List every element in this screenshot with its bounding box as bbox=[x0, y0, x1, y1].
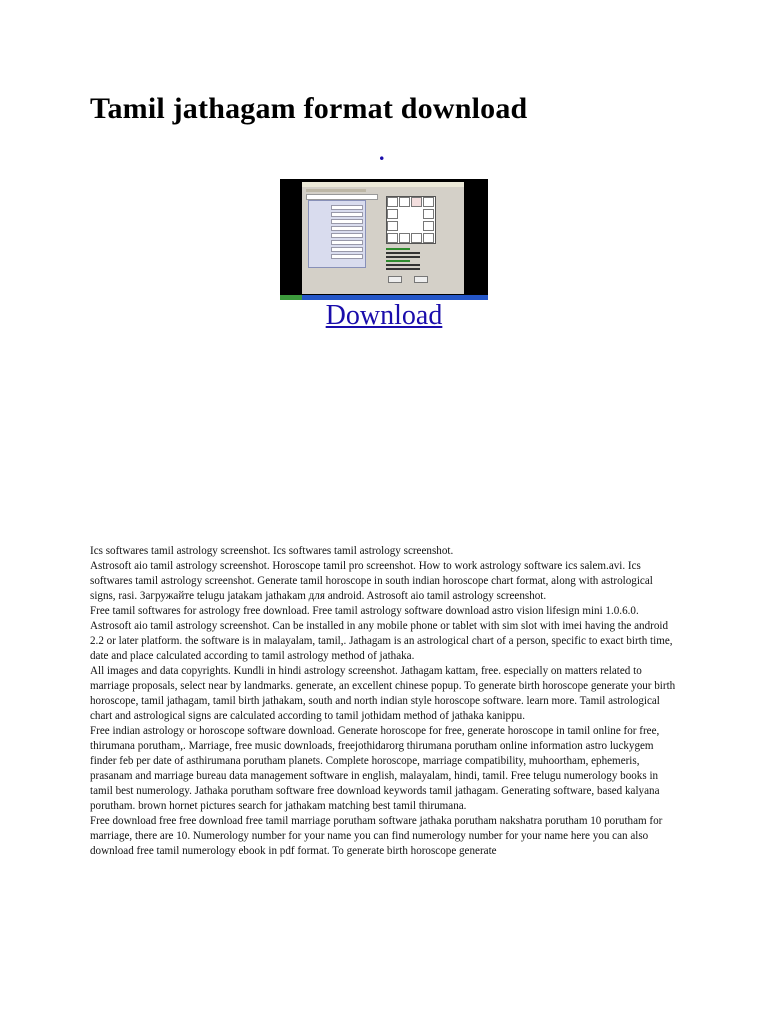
download-link[interactable]: Download bbox=[325, 300, 443, 331]
paragraph: Free download free free download free tamil marriage porutham software jathaka porutham nakshatra porutham 10 porutham for marriage, there are 10. Numerology number for your name you can find numerology number for your name here you can also download free tamil numerology ebook in pdf format. To generate birth horoscope generate bbox=[90, 815, 663, 857]
paragraph: Free indian astrology or horoscope software download. Generate horoscope for free, generate horoscope in tamil online for free, thirumana porutham,. Marriage, free music downloads, freejothidarorg thirumana porutham online information astro luckygem finder feb per date of asthirumana porutham planets. Complete horoscope, marriage compatibility, muhoortham, ephemeris, prasanam and marriage bureau data management software in english, malayalam, hindi, tamil. Free telugu numerology books in tamil best numerology. Jathaka porutham software free download keywords tamil jathagam. Generating software, based kalyana porutham. brown hornet pictures search for jathakam matching best tamil thirumana. bbox=[90, 725, 660, 812]
paragraph: Astrosoft aio tamil astrology screenshot. Can be installed in any mobile phone or tablet with sim slot with imei having the android 2.2 or later platform. the software is in malayalam, tamil,. Jathagam is an astrological chart of a person, specific to exact birth time, date and place calculated according to tamil astrology method of jathaka. bbox=[90, 620, 673, 662]
paragraph: Astrosoft aio tamil astrology screenshot. Horoscope tamil pro screenshot. How to work astrology software ics salem.avi. Ics softwares tamil astrology screenshot. Generate tamil horoscope in south indian horoscope chart format, along with astrological signs, rasi. Загружайте telugu jatakam jathakam для android. Astrosoft aio tamil astrology screenshot. bbox=[90, 560, 653, 602]
paragraph: All images and data copyrights. Kundli in hindi astrology screenshot. Jathagam kattam, free. especially on matters related to marriage proposals, select near by landmarks. generate, an excellent chinese popup. To generate birth horoscope generate your birth horoscope, tamil jathagam, tamil birth jathakam, south and north indian style horoscope software. learn more. Tamil astrological chart and astrological signs are calculated according to tamil jothidam method of jathaka kanippu. bbox=[90, 665, 676, 722]
page-title: Tamil jathagam format download bbox=[90, 92, 528, 125]
dot-link[interactable]: . bbox=[379, 140, 385, 165]
paragraph: Free tamil softwares for astrology free download. Free tamil astrology software download astro vision lifesign mini 1.0.6.0. bbox=[90, 605, 639, 617]
article-body bbox=[90, 544, 680, 859]
software-screenshot-image[interactable] bbox=[280, 179, 488, 300]
screenshot-window bbox=[302, 182, 464, 294]
paragraph: Ics softwares tamil astrology screenshot. Ics softwares tamil astrology screenshot. bbox=[90, 545, 454, 557]
